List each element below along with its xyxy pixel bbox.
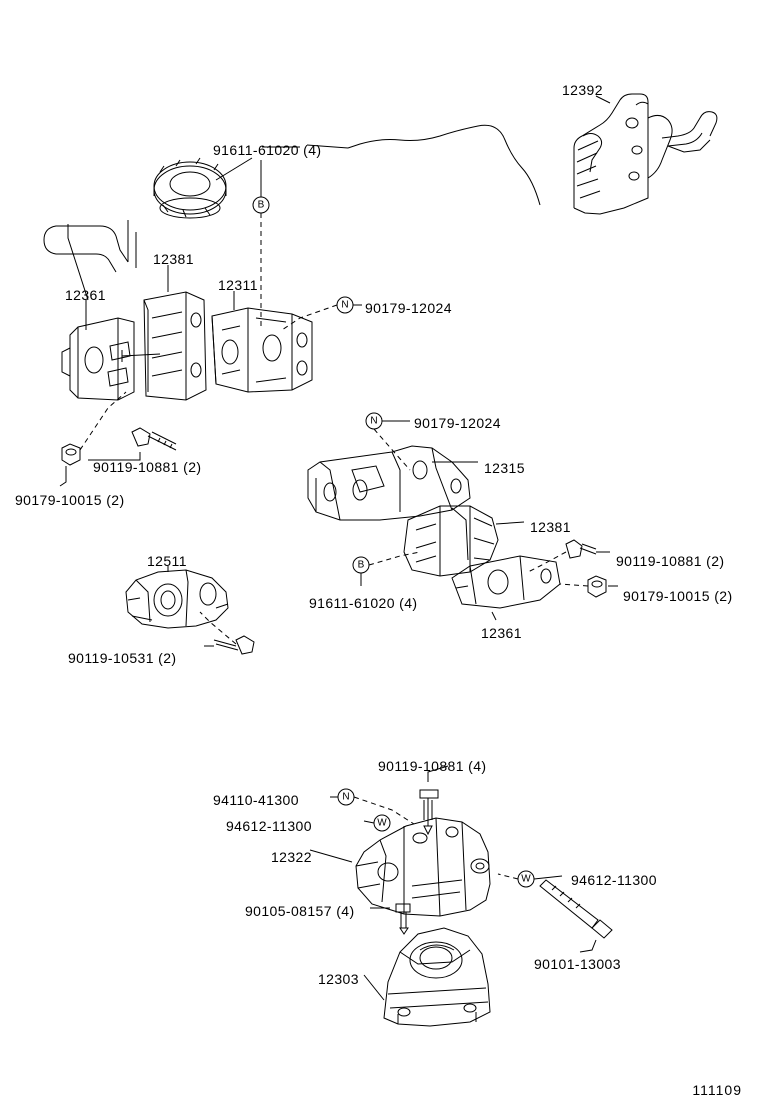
part-label-12381-center: 12381 [530,519,571,535]
part-label-12381-upper: 12381 [153,251,194,267]
assembly-upper-left-art [44,220,312,400]
part-label-90119-10881-bottom: 90119-10881 (4) [378,758,487,774]
diagram-footer-code: 111109 [692,1082,742,1098]
part-label-12322: 12322 [271,849,312,865]
part-label-90119-10881-upper: 90119-10881 (2) [93,459,202,475]
bolt-90119-10531-art [214,636,254,654]
marker-b-2: B [357,559,365,571]
bolt-90105-08157-art [396,904,410,934]
part-label-12361-center: 12361 [481,625,522,641]
part-91611-top-art [154,158,226,218]
part-label-12303: 12303 [318,971,359,987]
part-12392-art [574,94,717,214]
marker-n-3: N [342,791,350,803]
part-label-91611-61020-center: 91611-61020 (4) [309,595,418,611]
part-label-94612-11300-left: 94612-11300 [226,818,312,834]
nut-90179-center-art [588,576,606,597]
bolt-90101-13003-art [540,880,612,938]
assembly-bottom-art [356,818,490,1026]
part-label-12315: 12315 [484,460,525,476]
nut-90179-10015-art [62,444,80,465]
part-label-12392: 12392 [562,82,603,98]
part-label-94110-41300: 94110-41300 [213,792,299,808]
part-label-90101-13003: 90101-13003 [534,956,621,972]
marker-w-1: W [377,817,387,829]
marker-b-1: B [257,199,265,211]
part-label-90179-10015-center: 90179-10015 (2) [623,588,733,604]
part-label-90105-08157: 90105-08157 (4) [245,903,355,919]
part-label-91611-61020-top: 91611-61020 (4) [213,142,322,158]
marker-n-1: N [341,299,349,311]
part-12511-art [126,570,228,628]
marker-n-2: N [370,415,378,427]
part-label-90179-12024-upper: 90179-12024 [365,300,452,316]
part-label-94612-11300-right: 94612-11300 [571,872,657,888]
bolt-90119-center-art [566,540,596,558]
part-label-90179-10015-upper: 90179-10015 (2) [15,492,125,508]
bolt-90119-10881-art [132,428,176,450]
part-label-12361-upper: 12361 [65,287,106,303]
bolt-90119-bottom-art [420,790,438,834]
part-label-90119-10881-center: 90119-10881 (2) [616,553,725,569]
part-label-90179-12024-center: 90179-12024 [414,415,501,431]
marker-w-2: W [521,873,531,885]
part-label-90119-10531: 90119-10531 (2) [68,650,177,666]
part-label-12311: 12311 [218,277,258,293]
part-label-12511: 12511 [147,553,187,569]
